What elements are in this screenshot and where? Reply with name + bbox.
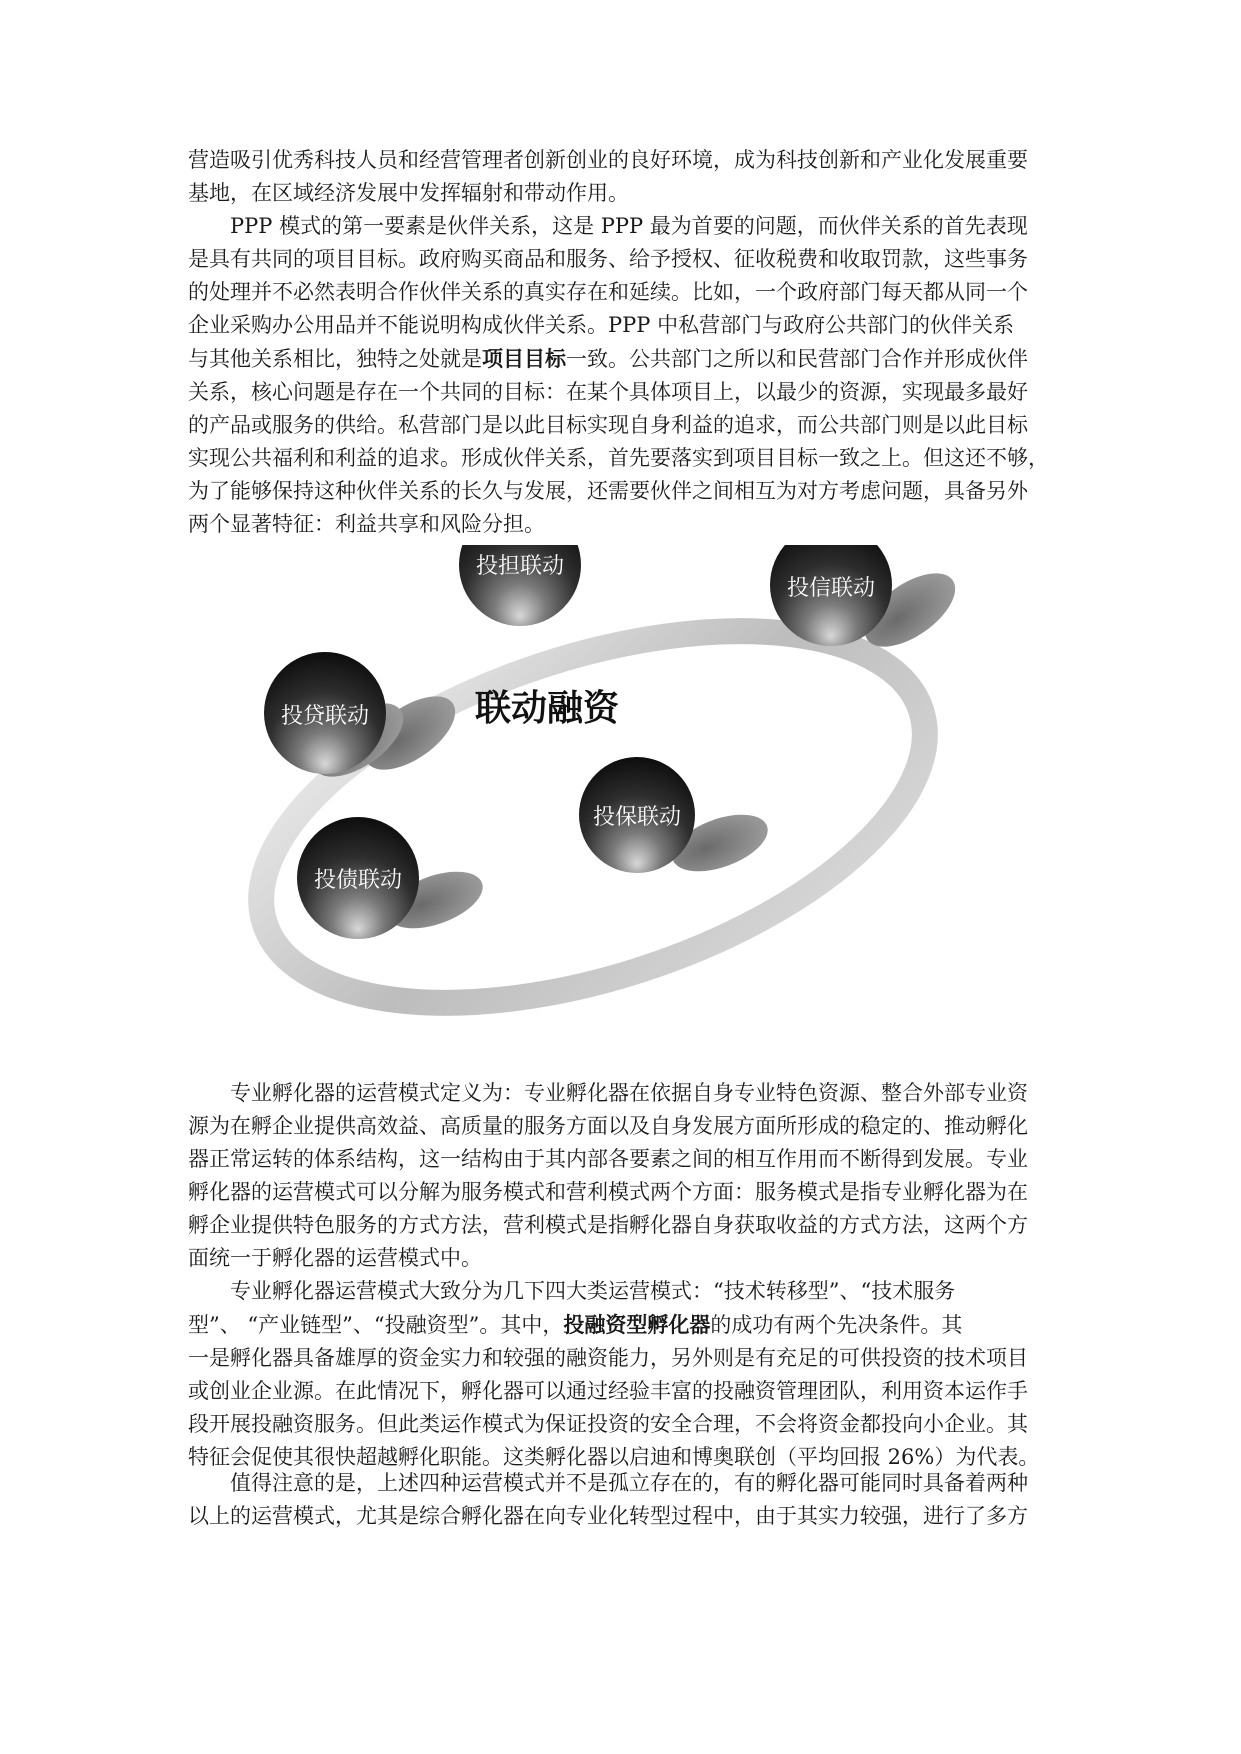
node-label-xin: 投信联动 [786,576,876,601]
text-block-top [188,144,1054,541]
paragraph-4 [188,1275,1054,1474]
paragraph-3 [188,1077,1054,1275]
paragraph-2 [188,210,1054,541]
text-line: 专业孵化器运营模式大致分为几下四大类运营模式：“技术转移型”、“技术服务 [230,1279,956,1303]
diagram-svg [215,545,1070,1065]
text-line: 面统一于孵化器的运营模式中。 [188,1246,482,1270]
text-line: 的产品或服务的供给。私营部门是以此目标实现自身利益的追求，而公共部门则是以此目标 [188,413,1028,437]
text-line: 以上的运营模式，尤其是综合孵化器在向专业化转型过程中，由于其实力较强，进行了多方 [188,1504,1028,1528]
text-line: 值得注意的是，上述四种运营模式并不是孤立存在的，有的孵化器可能同时具备着两种 [230,1471,1028,1495]
node-label-bao: 投保联动 [592,805,682,830]
text-line: PPP 模式的第一要素是伙伴关系，这是 PPP 最为首要的问题，而伙伴关系的首先表现 [230,214,1028,238]
text-run: 与其他关系相比，独特之处就是 [188,347,482,371]
text-line: 孵化器的运营模式可以分解为服务模式和营利模式两个方面：服务模式是指专业孵化器为在 [188,1180,1028,1204]
bold-term-project-goal: 项目目标 [482,346,566,371]
text-line: 企业采购办公用品并不能说明构成伙伴关系。PPP 中私营部门与政府公共部门的伙伴关系 [188,313,1015,337]
text-line: 两个显著特征：利益共享和风险分担。 [188,512,545,536]
linkage-financing-diagram [215,545,1070,1065]
text-line: 特征会促使其很快超越孵化职能。这类孵化器以启迪和博奥联创（平均回报 26%）为代表。 [188,1445,1040,1469]
text-line: 孵企业提供特色服务的方式方法，营利模式是指孵化器自身获取收益的方式方法，这两个方 [188,1213,1028,1237]
text-line: 器正常运转的体系结构，这一结构由于其内部各要素之间的相互作用而不断得到发展。专业 [188,1147,1028,1171]
text-line: 关系，核心问题是存在一个共同的目标：在某个具体项目上，以最少的资源，实现最多最好 [188,380,1028,404]
text-line: 营造吸引优秀科技人员和经营管理者创新创业的良好环境，成为科技创新和产业化发展重要 [188,148,1028,172]
text-line [188,342,1054,376]
text-line: 段开展投融资服务。但此类运作模式为保证投资的安全合理，不会将资金都投向小企业。其 [188,1412,1028,1436]
node-label-dandan: 投担联动 [475,554,565,579]
text-line: 是具有共同的项目目标。政府购买商品和服务、给予授权、征收税费和收取罚款，这些事务 [188,247,1028,271]
text-line: 或创业企业源。在此情况下，孵化器可以通过经验丰富的投融资管理团队，利用资本运作手 [188,1379,1028,1403]
node-label-dai: 投贷联动 [280,704,370,729]
text-run: 的成功有两个先决条件。其 [710,1313,963,1337]
text-block-bottom [188,1467,1054,1533]
text-line: 专业孵化器的运营模式定义为：专业孵化器在依据自身专业特色资源、整合外部专业资 [230,1081,1028,1105]
text-line: 为了能够保持这种伙伴关系的长久与发展，还需要伙伴之间相互为对方考虑问题，具备另外 [188,479,1028,503]
center-label: 联动融资 [474,688,620,729]
paragraph-1 [188,144,1054,210]
text-line: 实现公共福利和利益的追求。形成伙伴关系，首先要落实到项目目标一致之上。但这还不够， [188,446,1049,470]
text-line: 基地，在区域经济发展中发挥辐射和带动作用。 [188,181,629,205]
text-line: 一是孵化器具备雄厚的资金实力和较强的融资能力，另外则是有充足的可供投资的技术项目 [188,1346,1028,1370]
text-line: 的处理并不必然表明合作伙伴关系的真实存在和延续。比如，一个政府部门每天都从同一个 [188,280,1028,304]
paragraph-5 [188,1467,1054,1533]
text-block-middle [188,1077,1054,1474]
text-line: 源为在孵企业提供高效益、高质量的服务方面以及自身发展方面所形成的稳定的、推动孵化 [188,1114,1028,1138]
node-label-zhai: 投债联动 [313,868,403,893]
text-run: 型”、 “产业链型”、“投融资型”。其中， [188,1313,564,1337]
text-run: 一致。公共部门之所以和民营部门合作并形成伙伴 [566,347,1028,371]
bold-term-investment-incubator: 投融资型孵化器 [563,1312,711,1337]
text-line [188,1308,1054,1342]
